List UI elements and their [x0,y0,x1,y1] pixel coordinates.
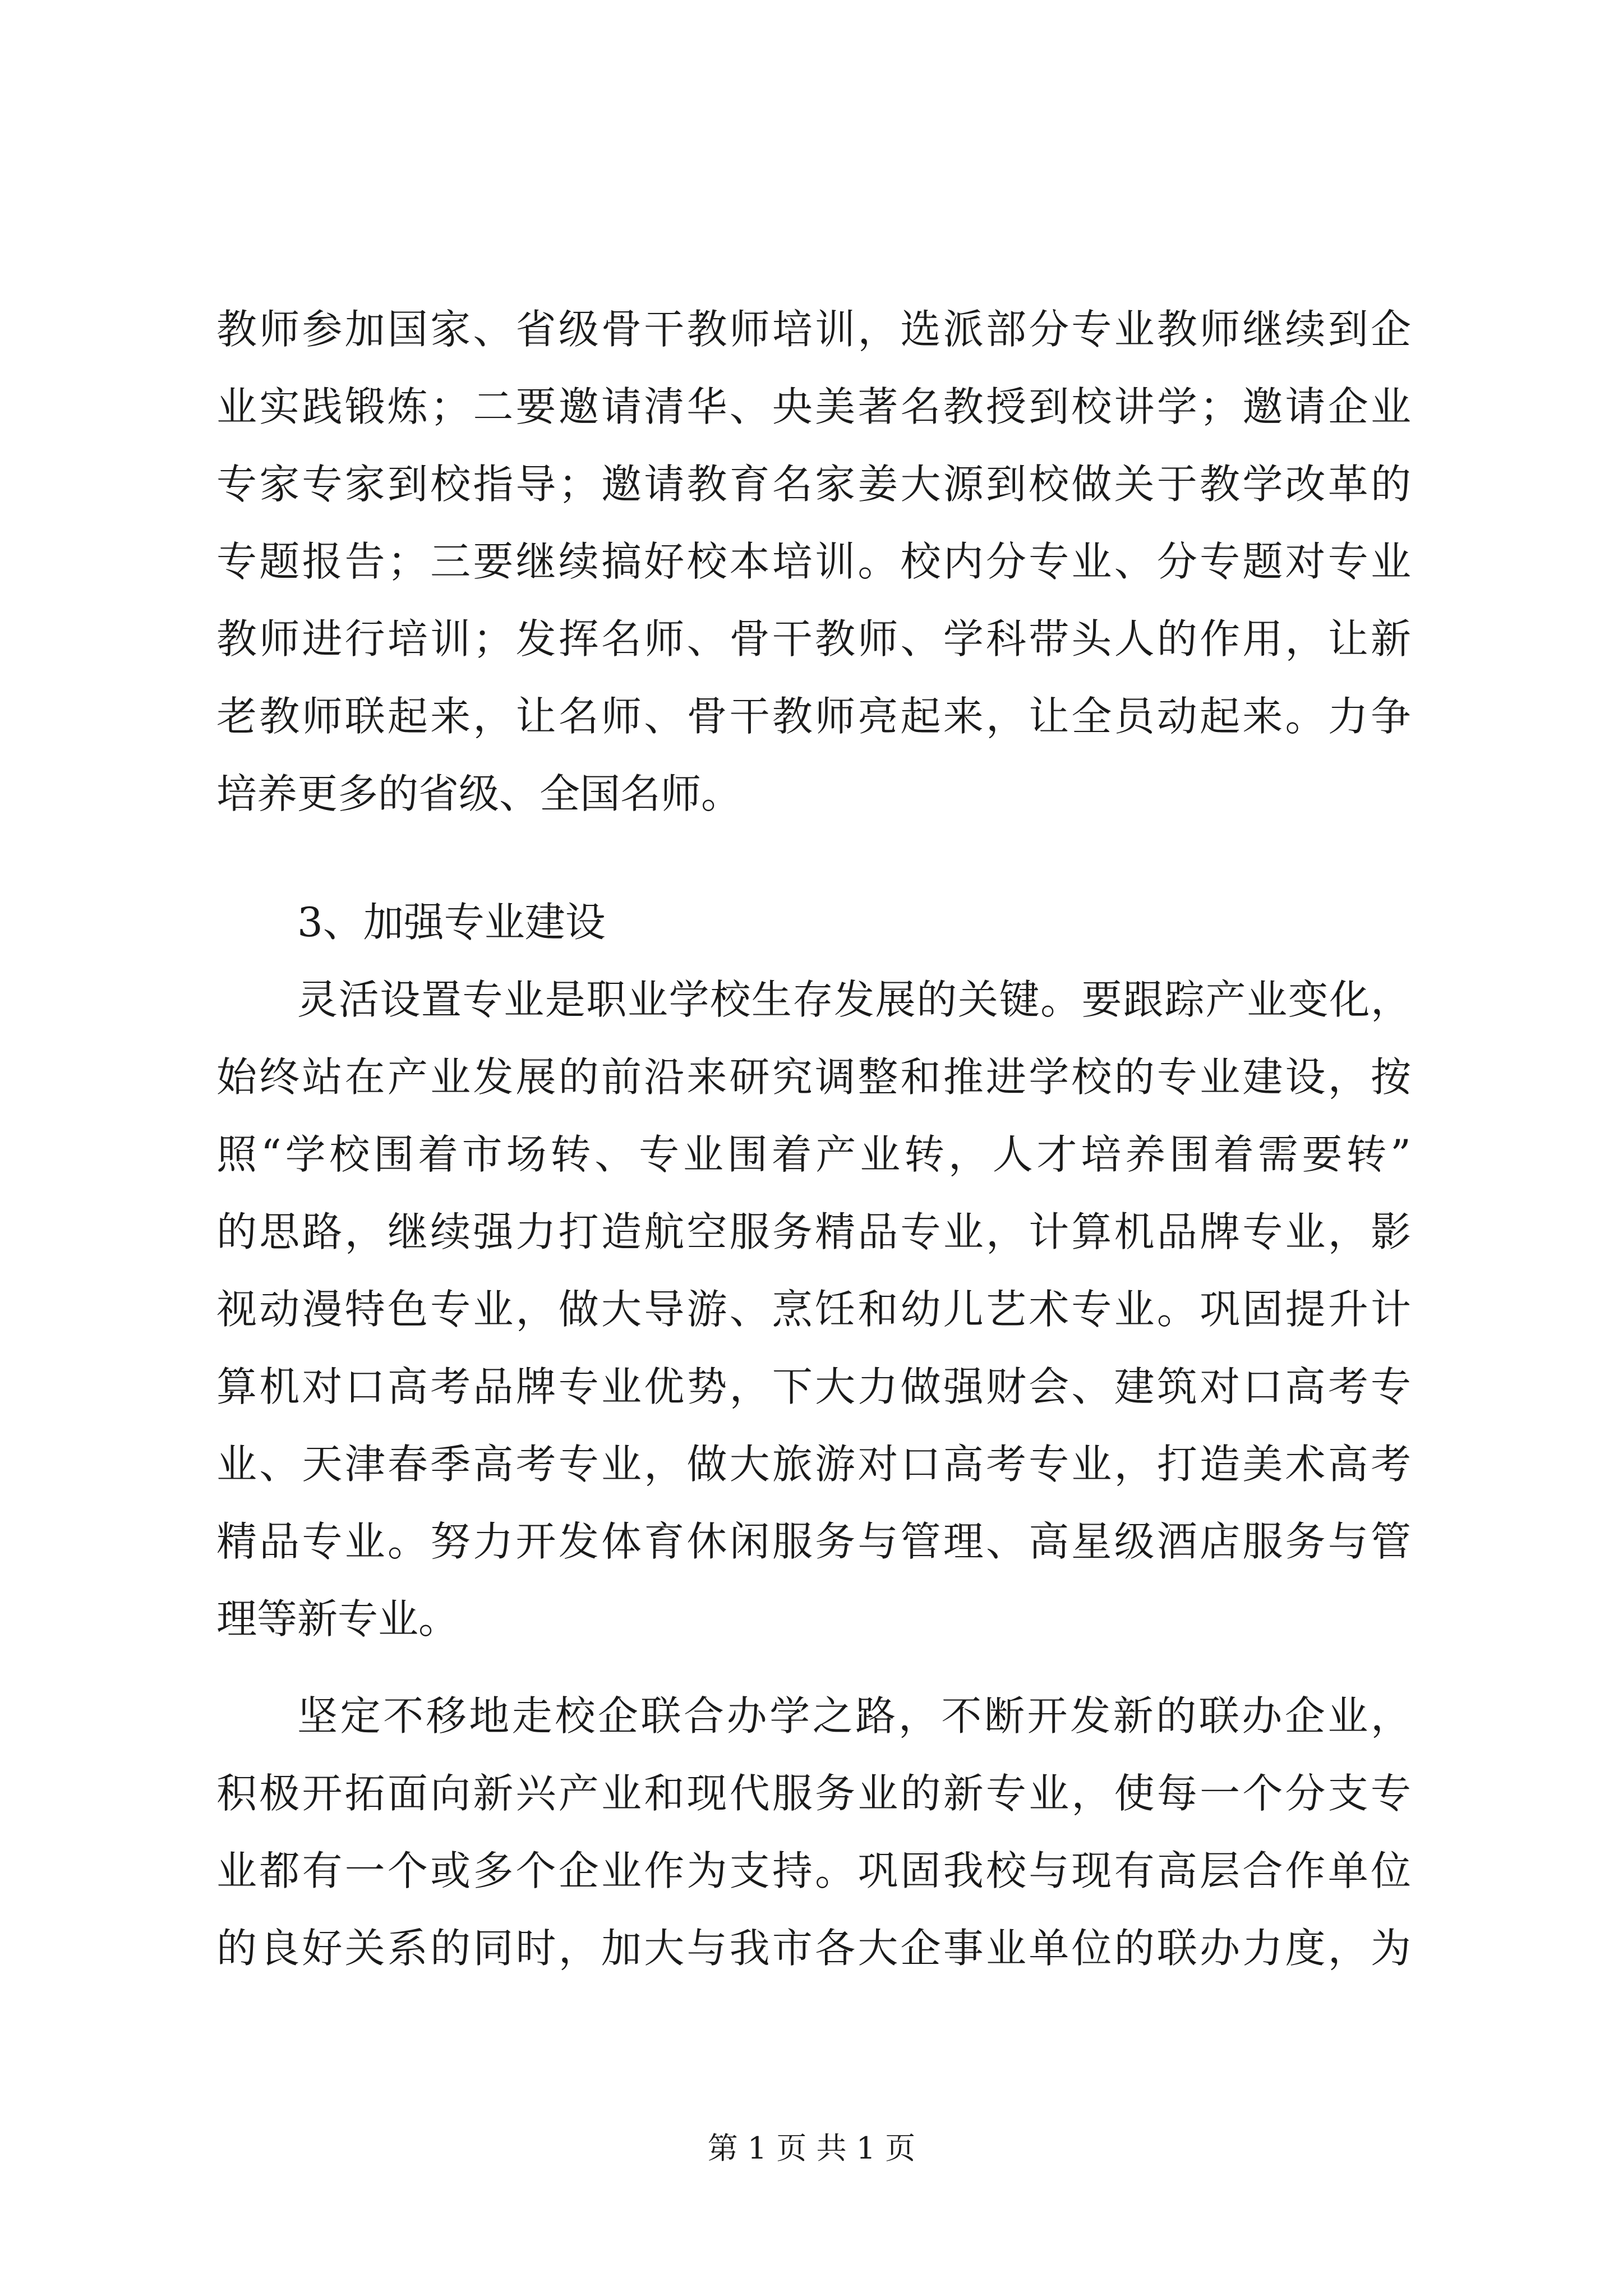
text-line: 业都有一个或多个企业作为支持。巩固我校与现有高层合作单位 [216,1847,1411,1894]
text-line: 照“学校围着市场转、专业围着产业转，人才培养围着需要转” [216,1131,1411,1178]
text-line: 的思路，继续强力打造航空服务精品专业，计算机品牌专业，影 [216,1208,1411,1255]
paragraph-school-enterprise [216,1677,1411,1987]
text-line: 坚定不移地走校企联合办学之路，不断开发新的联办企业， [297,1692,1411,1740]
text-line: 视动漫特色专业，做大导游、烹饪和幼儿艺术专业。巩固提升计 [216,1286,1411,1333]
text-line: 精品专业。努力开发体育休闲服务与管理、高星级酒店服务与管 [216,1518,1411,1565]
text-line: 老教师联起来，让名师、骨干教师亮起来，让全员动起来。力争 [216,693,1411,740]
text-line: 业、天津春季高考专业，做大旅游对口高考专业，打造美术高考 [216,1441,1411,1488]
paragraph-teacher-training [216,291,1411,832]
text-line: 专家专家到校指导；邀请教育名家姜大源到校做关于教学改革的 [216,461,1411,508]
text-line: 积极开拓面向新兴产业和现代服务业的新专业，使每一个分支专 [216,1770,1411,1817]
text-line: 算机对口高考品牌专业优势，下大力做强财会、建筑对口高考专 [216,1363,1411,1410]
text-line: 业实践锻炼；二要邀请清华、央美著名教授到校讲学；邀请企业 [216,383,1411,430]
text-line: 的良好关系的同时，加大与我市各大企事业单位的联办力度，为 [216,1925,1411,1972]
text-line: 专题报告；三要继续搞好校本培训。校内分专业、分专题对专业 [216,538,1411,585]
text-line: 培养更多的省级、全国名师。 [216,770,742,817]
page-number-footer: 第 1 页 共 1 页 [707,2131,916,2166]
text-line: 教师进行培训；发挥名师、骨干教师、学科带头人的作用，让新 [216,615,1411,662]
paragraph-specialty-construction [216,961,1411,1658]
text-line: 灵活设置专业是职业学校生存发展的关键。要跟踪产业变化， [297,976,1411,1023]
text-line: 始终站在产业发展的前沿来研究调整和推进学校的专业建设，按 [216,1053,1411,1101]
section-heading: 3、加强专业建设 [297,899,606,946]
text-line: 教师参加国家、省级骨干教师培训，选派部分专业教师继续到企 [216,306,1411,353]
text-line: 理等新专业。 [216,1595,459,1642]
